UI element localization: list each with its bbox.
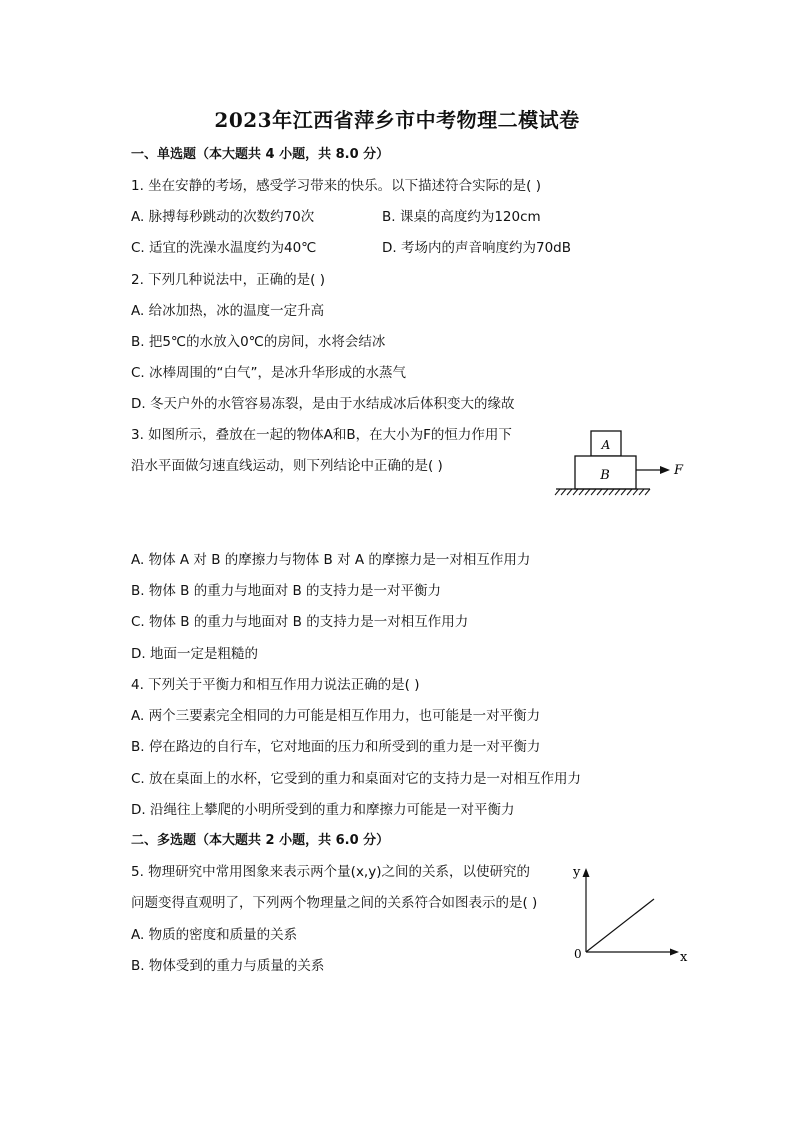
xy-graph-figure <box>566 860 696 966</box>
question-5-stem-line-1: 5. 物理研究中常用图象来表示两个量(x,y)之间的关系，以使研究的 <box>131 864 530 880</box>
question-3-option-c: C. 物体 B 的重力与地面对 B 的支持力是一对相互作用力 <box>131 614 469 630</box>
question-4-option-a: A. 两个三要素完全相同的力可能是相互作用力，也可能是一对平衡力 <box>131 708 541 724</box>
question-1-option-b: B. 课桌的高度约为120cm <box>382 209 541 225</box>
question-5-option-b: B. 物体受到的重力与质量的关系 <box>131 958 325 974</box>
question-4-option-b: B. 停在路边的自行车，它对地面的压力和所受到的重力是一对平衡力 <box>131 739 541 755</box>
question-3-option-d: D. 地面一定是粗糙的 <box>131 646 258 662</box>
question-4-option-d: D. 沿绳往上攀爬的小明所受到的重力和摩擦力可能是一对平衡力 <box>131 802 515 818</box>
question-2-option-c: C. 冰棒周围的“白气”，是冰升华形成的水蒸气 <box>131 365 406 381</box>
stacked-blocks-figure <box>550 425 700 497</box>
x-axis-arrow <box>670 949 679 956</box>
question-5-stem-line-2: 问题变得直观明了，下列两个物理量之间的关系符合如图表示的是( ) <box>131 895 538 911</box>
proportional-line <box>586 899 654 952</box>
question-1-stem: 1. 坐在安静的考场，感受学习带来的快乐。以下描述符合实际的是( ) <box>131 178 541 194</box>
block-b-label: B <box>600 468 610 483</box>
block-a-label: A <box>601 438 611 452</box>
question-4-option-c: C. 放在桌面上的水杯，它受到的重力和桌面对它的支持力是一对相互作用力 <box>131 771 582 787</box>
question-3-option-a: A. 物体 A 对 B 的摩擦力与物体 B 对 A 的摩擦力是一对相互作用力 <box>131 552 531 568</box>
question-3-stem-line-2: 沿水平面做匀速直线运动，则下列结论中正确的是( ) <box>131 458 443 474</box>
question-1-option-c: C. 适宜的洗澡水温度约为40℃ <box>131 240 317 256</box>
question-3-option-b: B. 物体 B 的重力与地面对 B 的支持力是一对平衡力 <box>131 583 442 599</box>
question-4-stem: 4. 下列关于平衡力和相互作用力说法正确的是( ) <box>131 677 420 693</box>
origin-label: 0 <box>574 947 582 961</box>
y-axis-label: y <box>573 865 581 880</box>
question-2-stem: 2. 下列几种说法中，正确的是( ) <box>131 272 325 288</box>
ground-hatching <box>555 489 650 495</box>
question-2-option-a: A. 给冰加热，冰的温度一定升高 <box>131 303 325 319</box>
question-2-option-b: B. 把5℃的水放入0℃的房间，水将会结冰 <box>131 334 386 350</box>
question-3-stem-line-1: 3. 如图所示，叠放在一起的物体A和B，在大小为F的恒力作用下 <box>131 427 512 443</box>
question-1-option-d: D. 考场内的声音响度约为70dB <box>382 240 571 256</box>
question-5-option-a: A. 物质的密度和质量的关系 <box>131 927 298 943</box>
y-axis-arrow <box>583 868 590 877</box>
section-heading-multiple-choice: 二、多选题（本大题共 2 小题，共 6.0 分） <box>131 833 390 848</box>
x-axis-label: x <box>680 950 688 965</box>
exam-title: 2023年江西省萍乡市中考物理二模试卷 <box>214 108 580 132</box>
question-2-option-d: D. 冬天户外的水管容易冻裂，是由于水结成冰后体积变大的缘故 <box>131 396 515 412</box>
force-arrow-head <box>660 466 670 474</box>
force-label: F <box>674 463 684 478</box>
section-heading-single-choice: 一、单选题（本大题共 4 小题，共 8.0 分） <box>131 147 390 162</box>
question-1-option-a: A. 脉搏每秒跳动的次数约70次 <box>131 209 315 225</box>
